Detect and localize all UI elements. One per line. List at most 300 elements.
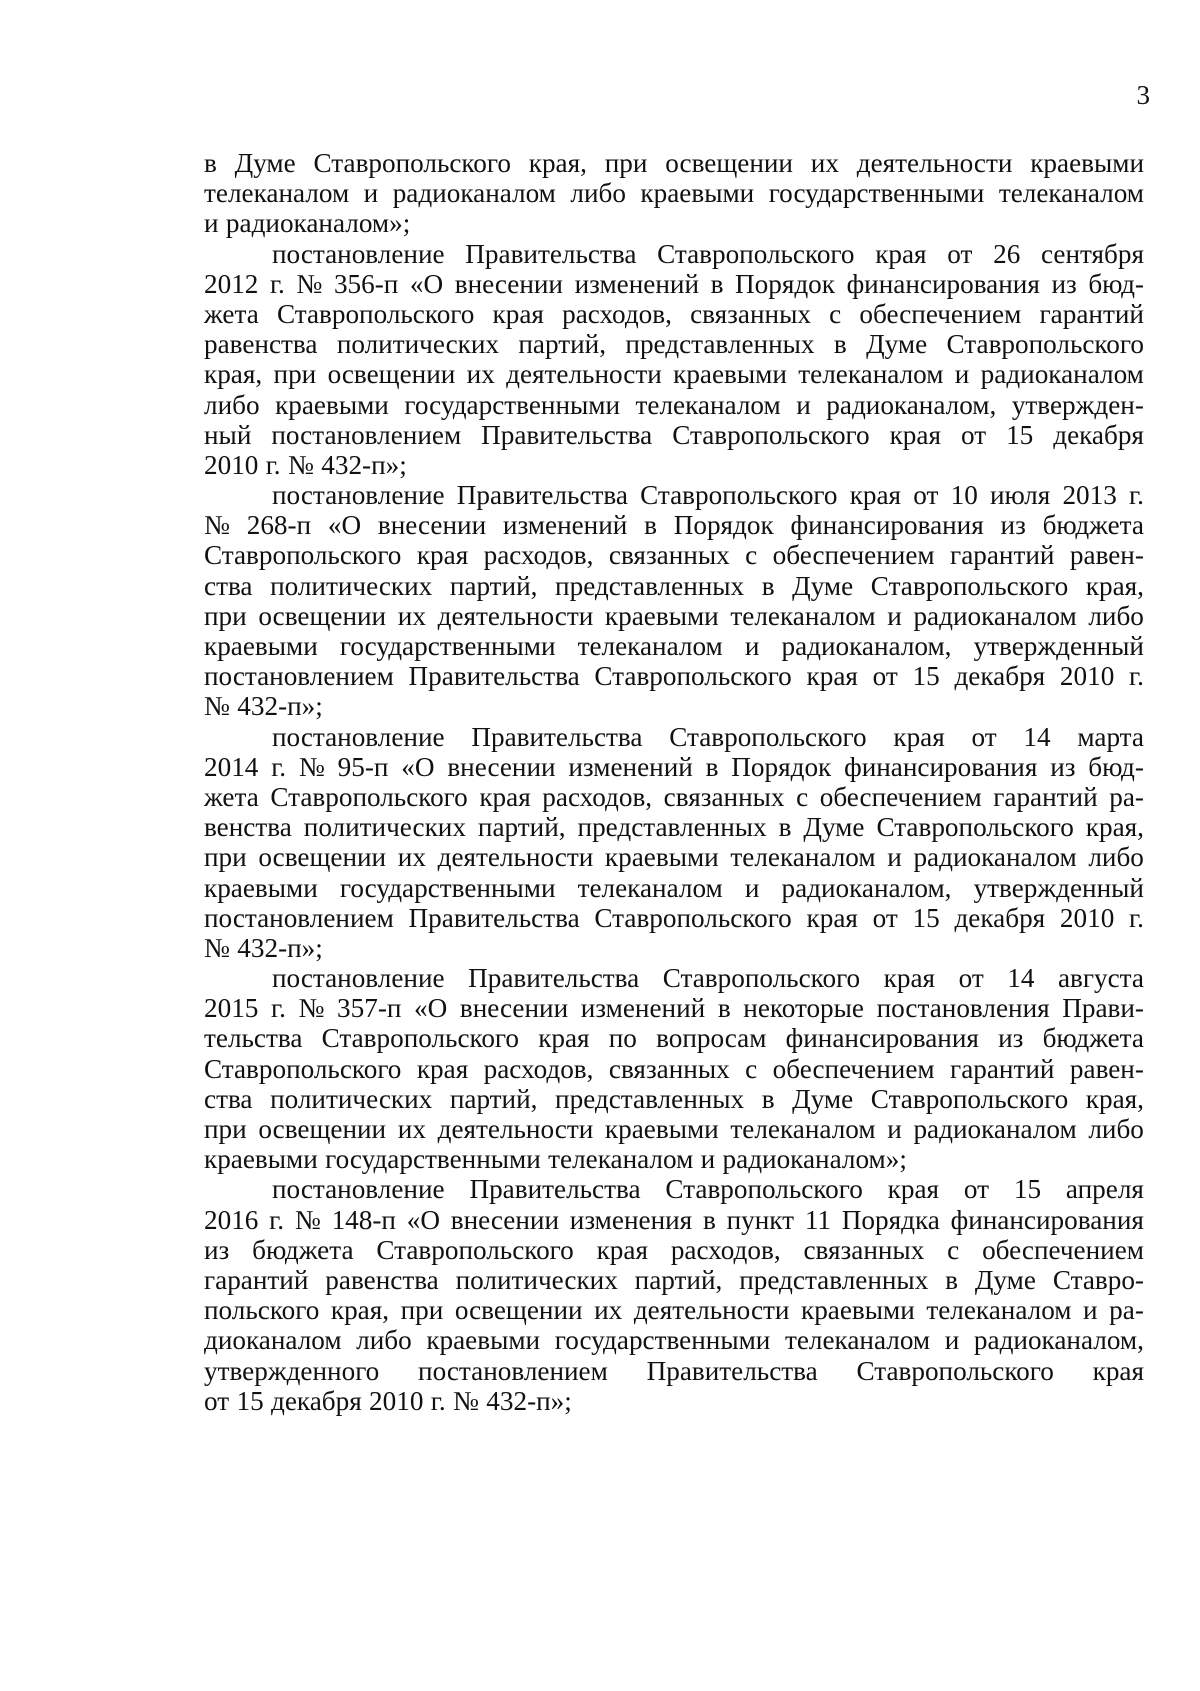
word: Ставропольского [870,1083,1069,1114]
word: Прави- [1062,993,1144,1024]
word: Думе [792,1083,854,1114]
word: края, [528,148,587,178]
word: ра- [1109,781,1144,812]
word: телеканалом [204,178,350,209]
word: 432-п»; [486,1385,572,1416]
word: Думе [234,148,296,178]
text-line [204,1205,1144,1235]
word: от [960,419,987,450]
word: 2010 [1059,902,1115,933]
word: при [204,842,247,873]
word: Порядок [731,751,832,782]
word: от [913,480,939,511]
word: утвержденного [204,1355,380,1386]
word: гарантий [204,1264,309,1295]
word: радиоканалом, [781,631,952,661]
word: либо [570,178,626,209]
text-line [204,873,1144,903]
word: Ставропольского [876,812,1074,843]
word: их [397,1114,426,1144]
word: края, [330,1295,390,1326]
word: бюджета [1042,1023,1144,1054]
word: расходов, [670,1234,781,1265]
word: постановление [272,1174,445,1205]
word: деятельности [506,359,662,390]
text-line [204,1144,1144,1174]
word: с [745,1053,758,1084]
word: декабря [1053,419,1144,450]
word: их [466,359,495,390]
word: декабря [954,902,1046,933]
word: краевыми [204,631,318,661]
word: 2010 [204,449,259,480]
word: Правительства [468,963,640,994]
word: Ставропольского [665,1174,863,1205]
word: равенства [204,329,318,360]
word: бюд- [1088,751,1144,782]
word: освещении [258,1114,387,1144]
word: с [829,298,842,329]
word: и [887,600,902,631]
word: края [887,1174,940,1205]
word: обеспечением [772,1053,935,1084]
word: телеканалом [730,1114,876,1144]
word: «О [406,1204,440,1235]
word: г. [269,268,285,299]
word: связанных [608,1053,730,1084]
word: радиоканалом [913,842,1077,873]
text-line [204,1265,1144,1295]
word: политических [336,329,499,360]
word: 432-п»; [237,691,323,722]
word: в [717,993,731,1024]
word: телеканалом [784,1325,931,1356]
word: внесении [454,268,563,299]
word: с [947,1234,960,1265]
word: краевыми [604,1114,719,1144]
word: 148-п [331,1204,396,1235]
word: радиоканалом, [973,1325,1144,1356]
word: краевыми [801,1295,915,1326]
word: политических [270,1083,433,1114]
word: сентября [1040,238,1144,269]
word: 14 [1023,721,1051,752]
word: телеканалом [635,389,781,420]
word: Ставропольского [672,419,870,450]
word: утвержденный [973,872,1144,903]
word: равенства [325,1264,439,1295]
text-line [204,178,1144,208]
word: края [479,781,531,812]
word: диоканалом [204,1325,342,1356]
word: Правительства [456,480,628,511]
word: либо [1088,1114,1144,1144]
word: края [849,480,902,511]
word: постановление [272,238,445,269]
word: и [700,1144,716,1175]
word: Ставропольского [662,963,861,994]
word: г. [1129,661,1144,692]
word: в [644,510,657,541]
word: июля [989,480,1051,511]
word: 10 [950,480,978,511]
word: и [204,208,219,239]
word: финансирования [785,1023,979,1054]
word: в [761,1083,775,1114]
word: финансирования [950,1204,1144,1235]
word: г. [270,993,286,1024]
word: телеканалом [548,1144,694,1175]
word: 2015 [204,993,259,1024]
text-line [204,782,1144,812]
word: в [833,329,847,360]
word: 14 [1007,963,1035,994]
word: радиоканалом, [826,389,997,420]
word: краевыми [204,1144,318,1175]
text-line [204,510,1144,540]
word: утвержден- [1011,389,1144,420]
word: гарантий [993,781,1098,812]
word: края [806,661,858,692]
text-line [204,540,1144,570]
word: 2016 [204,1204,259,1235]
word: финансирования [846,268,1040,299]
word: края [492,298,544,329]
word: их [810,148,839,178]
word: партий, [477,812,566,843]
word: 432-п»; [237,932,323,963]
word: обеспечением [982,1234,1144,1265]
word: партий, [449,1083,538,1114]
word: телеканалом [798,359,944,390]
word: постановлением [271,419,462,450]
word: утвержденный [973,631,1144,661]
word: 15 [1013,1174,1042,1205]
word: государственными [339,872,556,903]
word: Ставропольского [594,902,792,933]
word: Думе [866,329,928,360]
word: представленных [739,1264,929,1295]
word: внесении [450,1204,559,1235]
text-line [204,1235,1144,1265]
word: 26 [993,238,1021,269]
text-line [204,1386,1144,1416]
word: от [872,661,898,692]
word: политических [270,570,433,601]
word: Думе [792,570,854,601]
word: постановление [272,963,445,994]
word: апреля [1065,1174,1144,1205]
word: № [298,993,325,1024]
word: освещении [258,842,387,873]
word: краевыми [604,842,719,873]
word: партий, [518,329,607,360]
word: связанных [608,540,730,571]
word: края [538,1023,590,1054]
text-line [204,661,1144,691]
text-line [204,812,1144,842]
word: края, [204,359,263,390]
word: Ставропольского [594,661,792,692]
word: края [1092,1355,1144,1386]
word: 11 [804,1204,831,1235]
word: телеканалом [730,600,876,631]
word: краевыми [640,178,755,209]
word: освещении [454,1295,583,1326]
word: из [1050,751,1076,782]
text-line [204,480,1144,510]
word: и [363,178,379,209]
word: освещении [258,600,387,631]
word: краевыми [426,1325,541,1356]
word: политических [455,1264,618,1295]
word: краевыми [604,600,719,631]
word: и [944,1325,960,1356]
word: края [875,238,927,269]
word: Ставропольского [204,540,402,571]
word: 2012 [204,268,259,299]
word: Ставропольского [669,721,867,752]
word: государственными [339,631,556,661]
word: связанных [663,781,785,812]
text-line [204,1295,1144,1325]
word: тельства [204,1023,303,1054]
word: расходов, [542,781,653,812]
word: марта [1077,721,1144,752]
word: края [883,963,936,994]
word: политических [303,812,466,843]
word: краевыми [275,389,389,420]
word: № [298,751,325,782]
text-line [204,571,1144,601]
word: Ставро- [1052,1264,1144,1295]
word: Ставропольского [946,329,1144,360]
word: Правительства [408,902,580,933]
word: деятельности [856,148,1013,178]
word: края [596,1234,648,1265]
word: радиоканалом [913,600,1077,631]
word: края, [1085,570,1144,601]
text-line [204,1174,1144,1204]
word: постановлением [204,902,394,933]
text-line [204,722,1144,752]
word: расходов, [562,298,672,329]
word: изменений [568,751,693,782]
word: и [744,872,760,903]
text-line [204,1084,1144,1114]
word: постановление [272,721,445,752]
word: Ставропольского [657,238,855,269]
word: Ставропольского [276,298,475,329]
word: венства [204,812,292,843]
word: расходов, [483,1053,594,1084]
word: деятельности [633,1295,790,1326]
word: в [945,1264,959,1295]
word: 432-п»; [321,449,407,480]
word: равен- [1069,1053,1144,1084]
word: по [608,1023,637,1054]
word: № [287,449,314,480]
word: внесении [447,751,556,782]
word: обеспечением [859,298,1022,329]
word: польского [204,1295,320,1326]
word: края [416,540,469,571]
word: радиоканалом [913,1114,1077,1144]
word: в [705,751,719,782]
word: Правительства [471,721,643,752]
word: Думе [803,812,865,843]
word: ра- [1109,1295,1144,1326]
word: 15 [912,902,940,933]
text-line [204,933,1144,963]
word: 15 [1006,419,1034,450]
word: края, [1085,1083,1144,1114]
word: телеканалом [926,1295,1072,1326]
word: 2014 [204,751,259,782]
word: г. [430,1385,446,1416]
word: г. [269,1204,285,1235]
text-line [204,269,1144,299]
word: равен- [1069,540,1144,571]
document-body [204,148,1144,1416]
word: 356-п [333,268,399,299]
word: августа [1057,963,1144,994]
word: в [778,812,792,843]
text-line [204,963,1144,993]
word: представленных [555,1083,745,1114]
word: постановления [876,993,1050,1024]
word: их [397,600,426,631]
word: при [604,148,648,178]
text-line [204,450,1144,480]
word: партий, [634,1264,723,1295]
word: Правительства [465,238,637,269]
word: 268-п [246,510,312,541]
word: изменений [574,268,700,299]
word: радиоканалом»; [722,1144,907,1175]
word: обеспечением [772,540,935,571]
word: при [400,1295,444,1326]
word: их [594,1295,623,1326]
word: ства [204,570,253,601]
word: 2013 [1062,480,1117,511]
word: телеканалом [577,872,723,903]
word: Ставропольского [270,781,468,812]
word: внесении [459,993,569,1024]
word: декабря [954,661,1046,692]
word: жета [204,298,259,329]
word: расходов, [483,540,594,571]
word: краевыми [673,359,787,390]
word: телеканалом [730,842,876,873]
word: деятельности [437,1114,594,1144]
text-line [204,329,1144,359]
text-line [204,1054,1144,1084]
word: № [296,268,323,299]
word: освещении [665,148,793,178]
word: при [204,600,247,631]
word: государственными [325,1144,541,1175]
word: бюджета [1042,510,1144,541]
word: финансирования [790,510,984,541]
text-line [204,993,1144,1023]
word: декабря [271,1385,362,1416]
word: от [204,1385,230,1416]
word: представленных [625,329,815,360]
word: представленных [577,812,767,843]
word: государственными [768,178,985,209]
text-line [204,631,1144,661]
word: Ставропольского [870,570,1069,601]
word: 357-п [337,993,402,1024]
word: связанных [803,1234,925,1265]
text-line [204,208,1144,238]
word: Правительства [408,661,580,692]
word: вопросам [656,1023,767,1054]
word: № [204,510,230,541]
word: с [745,540,758,571]
word: краевыми [204,872,318,903]
text-line [204,390,1144,420]
text-line [204,148,1144,178]
word: края [416,1053,469,1084]
word: края, [1085,812,1144,843]
word: постановлением [418,1355,608,1386]
word: деятельности [437,600,594,631]
word: и [796,389,811,420]
word: от [958,963,984,994]
word: «О [401,751,435,782]
word: радиоканалом [392,178,556,209]
word: государственными [554,1325,771,1356]
word: и [887,1114,902,1144]
word: Ставропольского [856,1355,1054,1386]
word: 2010 [1059,661,1115,692]
word: Порядок [735,268,835,299]
word: Правительства [481,419,653,450]
word: либо [356,1325,412,1356]
word: внесении [377,510,487,541]
word: в [204,148,217,178]
text-line [204,691,1144,721]
word: их [397,842,426,873]
word: ства [204,1083,253,1114]
word: № [294,1204,321,1235]
word: Порядок [673,510,774,541]
word: г. [271,751,287,782]
word: из [998,1023,1024,1054]
word: в [710,268,724,299]
word: радиоканалом»; [225,208,411,239]
word: в [761,570,775,601]
word: из [204,1234,230,1265]
word: финансирования [844,751,1038,782]
word: изменения [569,1204,693,1235]
word: от [872,902,898,933]
word: 15 [236,1385,264,1416]
word: № [453,1385,479,1416]
word: постановление [272,480,445,511]
word: изменений [502,510,628,541]
word: Правительства [646,1355,818,1386]
word: г. [1129,480,1144,511]
word: Правительства [469,1174,641,1205]
word: края [889,419,941,450]
text-line [204,239,1144,269]
text-line [204,903,1144,933]
word: при [204,1114,247,1144]
word: Ставропольского [640,480,838,511]
